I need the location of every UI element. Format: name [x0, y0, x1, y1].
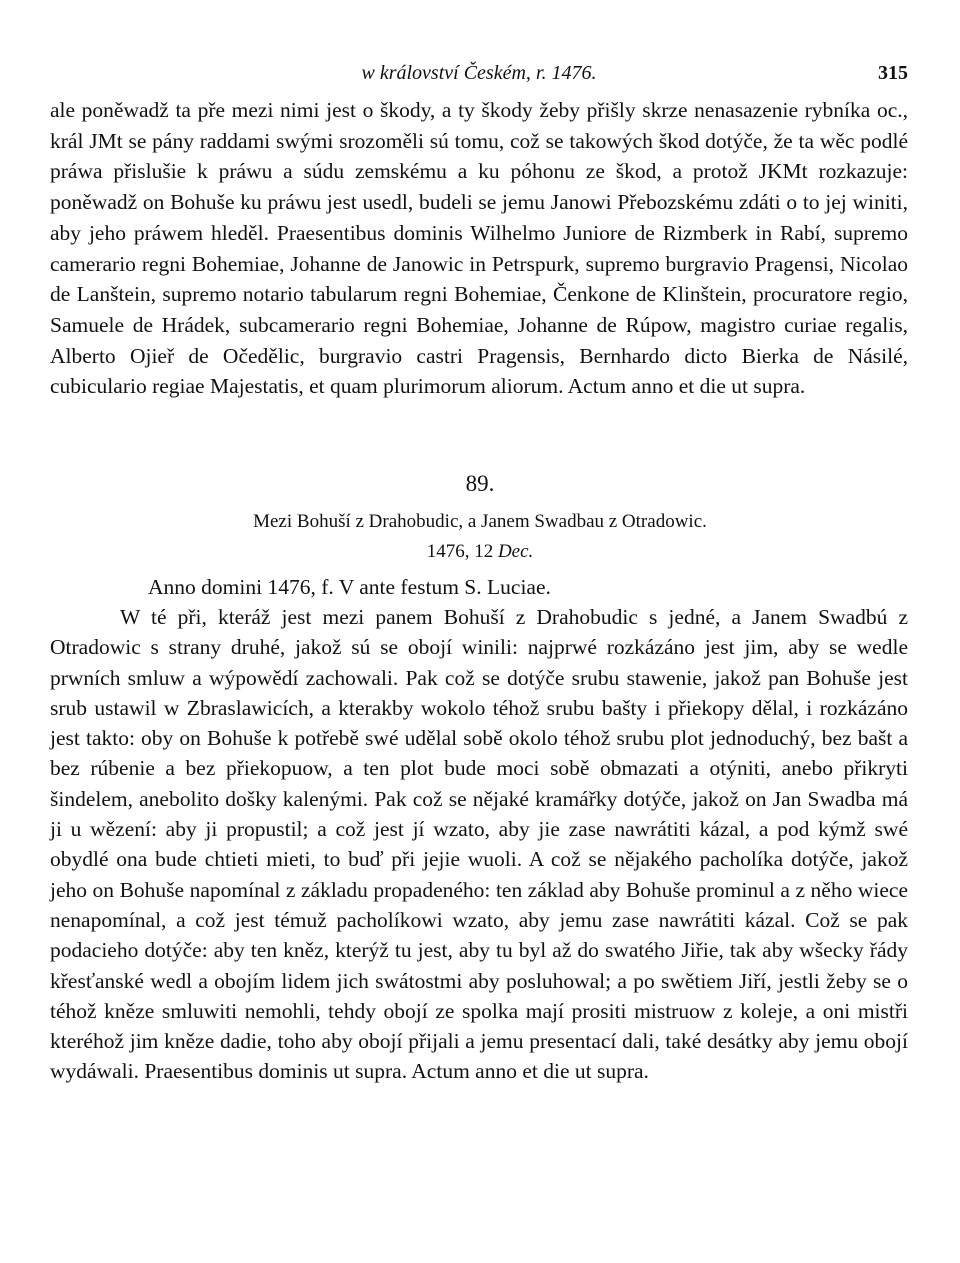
- document-date-year: 1476, 12: [426, 541, 494, 562]
- document-date-month: Dec.: [497, 541, 534, 562]
- page-number: 315: [878, 62, 908, 84]
- document-number: 89.: [465, 471, 495, 496]
- document-date: [0, 538, 960, 566]
- charter-paragraph: W té při, kteráž jest mezi panem Bohuší z Drahobudic s jedné, a Janem Swadbú z Otradowic s strany druhé, jakož sú se obojí winili: najprwé rozkázáno jest jim, aby se wedle prwních smluw a wýpowědí zachowali. Pak což se dotýče srubu stawenie, jakož pan Bohuše jest srub ustawil w Zbraslawicích, a kterakby wokolo téhož srubu bašty i přiekopy dělal, i rozkázáno jest takto: oby on Bohuše k potřebě swé udělal sobě okolo téhož srubu plot jednoduchý, bez bašt a bez rúbenie a bez přiekopuow, a ten plot bude moci sobě obmazati a otýniti, anebo přikryti šindelem, anebolito došky kalenými. Pak což se nějaké kramářky dotýče, jakož on Jan Swadba má ji u wězení: aby ji propustil; a což jest jí wzato, aby jie zase nawrátiti kázal, a pod kýmž swé obydlé ona bude chtieti mieti, to buď při jejie wuoli. A což se nějakého pacholíka dotýče, jakož jeho on Bohuše napomínal z základu propadeného: ten základ aby Bohuše prominul a z něho wiece nenapomínal, a což jest témuž pacholíkowi wzato, aby jemu zase nawrátiti kázal. Což se pak podacieho dotýče: aby ten kněz, kterýž tu jest, aby tu byl až do swatého Jiřie, tak aby wšecky řády křesťanské wedl a obojím lidem jich swátostmi aby posluhowal; a po swětiem Jiří, jestli žeby se o téhož kněze smluwiti nemohli, tehdy obojí ze spolka mají prositi mistruow z koleje, a oni mistři kteréhož jim kněze dadie, toho aby obojí přijali a jemu presentací dali, také desátky aby jemu obojí wydáwali. Praesentibus dominis ut supra. Actum anno et die ut supra.: [50, 605, 908, 1084]
- continuation-paragraph: ale poněwadž ta pře mezi nimi jest o škody, a ty škody žeby přišly skrze nenasazenie rybníka oc., král JMt se pány raddami swými srozoměli sú tomu, což se takowých škod dotýče, že ta wěc podlé práwa přislušie k práwu a súdu zemskému a ku póhonu ze škod, a protož JKMt rozkazuje: poněwadž on Bohuše ku práwu jest usedl, budeli se jemu Janowi Přebozskému zdáti o to jej winiti, aby jeho práwem hleděl. Praesentibus dominis Wilhelmo Juniore de Rizmberk in Rabí, supremo camerario regni Bohemiae, Johanne de Janowic in Petrspurk, supremo burgravio Pragensi, Nicolao de Lanštein, supremo notario tabularum regni Bohemiae, Čenkone de Klinštein, procuratore regio, Samuele de Hrádek, subcamerario regni Bohemiae, Johanne de Rúpow, magistro curiae regalis, Alberto Ojieř de Očedělic, burgravio castri Pragensis, Bernhardo dicto Bierka de Násilé, cubiculario regiae Majestatis, et quam plurimorum aliorum. Actum anno et die ut supra.: [50, 98, 908, 399]
- document-title: Mezi Bohuší z Drahobudic, a Janem Swadbau z Otradowic.: [253, 511, 707, 532]
- dating-clause: Anno domini 1476, f. V ante festum S. Luciae.: [148, 575, 551, 599]
- running-head: w království Českém, r. 1476.: [361, 62, 597, 84]
- page-header: [50, 58, 908, 88]
